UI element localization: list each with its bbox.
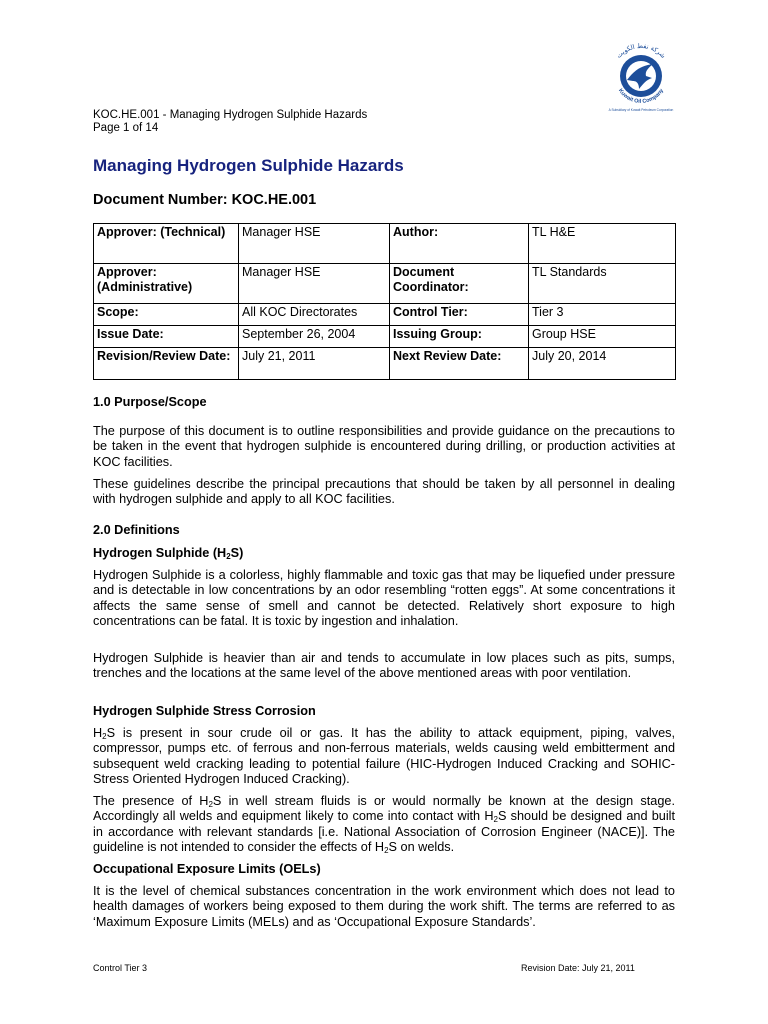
table-label-cell: Scope: — [94, 304, 239, 326]
document-number: Document Number: KOC.HE.001 — [93, 192, 317, 208]
subscript: 2 — [226, 552, 231, 561]
table-label-cell: Next Review Date: — [390, 348, 529, 380]
table-label-cell: Document Coordinator: — [390, 264, 529, 304]
document-metadata-table — [93, 223, 676, 380]
table-value-cell: All KOC Directorates — [239, 304, 390, 326]
table-value-cell: Tier 3 — [529, 304, 676, 326]
subscript: 2 — [493, 815, 498, 825]
footer-revision-date: Revision Date: July 21, 2011 — [521, 963, 635, 973]
text-segment: Hydrogen Sulphide (H — [93, 546, 227, 560]
table-row — [94, 348, 676, 380]
text-segment: The presence of H — [93, 794, 209, 808]
table-row — [94, 224, 676, 264]
table-value-cell: July 20, 2014 — [529, 348, 676, 380]
text-segment: S in well stream fluids is or would normally be known at the design stage. Accordingly all welds and equipment likely to come into contact with H — [93, 794, 675, 824]
text-segment: H — [93, 726, 103, 740]
text-segment: S on welds. — [388, 839, 455, 854]
logo-subtitle: A Subsidiary of Kuwait Petroleum Corporation — [608, 108, 674, 112]
header-page-number: Page 1 of 14 — [93, 122, 159, 134]
document-title: Managing Hydrogen Sulphide Hazards — [93, 156, 404, 175]
text-segment: S) — [230, 546, 244, 560]
paragraph: These guidelines describe the principal precautions that should be taken by all personnel in dealing with hydrogen sulphide and apply to all KOC facilities. — [93, 477, 675, 507]
table-value-cell: Group HSE — [529, 326, 676, 348]
table-value-cell: September 26, 2004 — [239, 326, 390, 348]
table-label-cell: Revision/Review Date: — [94, 348, 239, 380]
table-value-cell: TL H&E — [529, 224, 676, 264]
subscript: 2 — [102, 732, 107, 741]
footer-control-tier: Control Tier 3 — [93, 963, 148, 973]
table-label-cell: Approver: (Technical) — [94, 224, 239, 264]
table-row — [94, 326, 676, 348]
header-document-code: KOC.HE.001 - Managing Hydrogen Sulphide Hazards — [93, 109, 368, 121]
section-heading-purpose: 1.0 Purpose/Scope — [93, 395, 207, 409]
table-label-cell: Issue Date: — [94, 326, 239, 348]
paragraph: Hydrogen Sulphide is heavier than air and tends to accumulate in low places such as pits, sumps, trenches and the locations at the same level of the above mentioned areas with poor ventilation. — [93, 651, 675, 681]
subheading-occupational-exposure-limits: Occupational Exposure Limits (OELs) — [93, 862, 321, 876]
subheading-stress-corrosion: Hydrogen Sulphide Stress Corrosion — [93, 704, 316, 718]
table-value-cell: July 21, 2011 — [239, 348, 390, 380]
table-row — [94, 264, 676, 304]
table-value-cell: TL Standards — [529, 264, 676, 304]
paragraph — [93, 726, 675, 787]
table-value-cell: Manager HSE — [239, 224, 390, 264]
table-row — [94, 304, 676, 326]
section-heading-definitions: 2.0 Definitions — [93, 523, 180, 537]
text-segment: S should be designed and built in accordance with relevant standards [i.e. National Association of Corrosion Engineer (NACE)]. The guideline is not intended to consider the effects of H — [93, 809, 675, 854]
subheading-hydrogen-sulphide — [93, 546, 243, 561]
table-value-cell: Manager HSE — [239, 264, 390, 304]
logo-english-text: Kuwait Oil Company — [616, 87, 666, 105]
table-label-cell: Approver: (Administrative) — [94, 264, 239, 304]
table-label-cell: Control Tier: — [390, 304, 529, 326]
logo-arabic-text: شركة نفط الكويت — [614, 41, 668, 60]
subscript: 2 — [208, 800, 213, 809]
paragraph — [93, 794, 675, 855]
paragraph: It is the level of chemical substances concentration in the work environment which does not lead to health damages of workers being exposed to them during the work shift. The terms are referred to as ‘Maximum Exposure Limits (MELs) and as ‘Occupational Exposure Standards’. — [93, 884, 675, 929]
table-label-cell: Author: — [390, 224, 529, 264]
paragraph: Hydrogen Sulphide is a colorless, highly flammable and toxic gas that may be liquefied under pressure and is detectable in low concentrations by an odor resembling “rotten eggs”. At some concentrations it affects the same sense of smell and cannot be detected. Relatively short exposure to high concentrations can be fatal. It is toxic by ingestion and inhalation. — [93, 568, 675, 628]
table-label-cell: Issuing Group: — [390, 326, 529, 348]
paragraph: The purpose of this document is to outline responsibilities and provide guidance on the precautions to be taken in the event that hydrogen sulphide is encountered during drilling, or production activities at KOC facilities. — [93, 424, 675, 469]
text-segment: S is present in sour crude oil or gas. It has the ability to attack equipment, piping, valves, compressor, pumps etc. of ferrous and non-ferrous materials, welds causing weld embitterment and subsequent weld cracking leading to potential failure (HIC-Hydrogen Induced Cracking and SOHIC-Stress Oriented Hydrogen Induced Cracking). — [93, 726, 675, 786]
koc-logo — [603, 36, 679, 116]
subscript: 2 — [384, 845, 389, 855]
